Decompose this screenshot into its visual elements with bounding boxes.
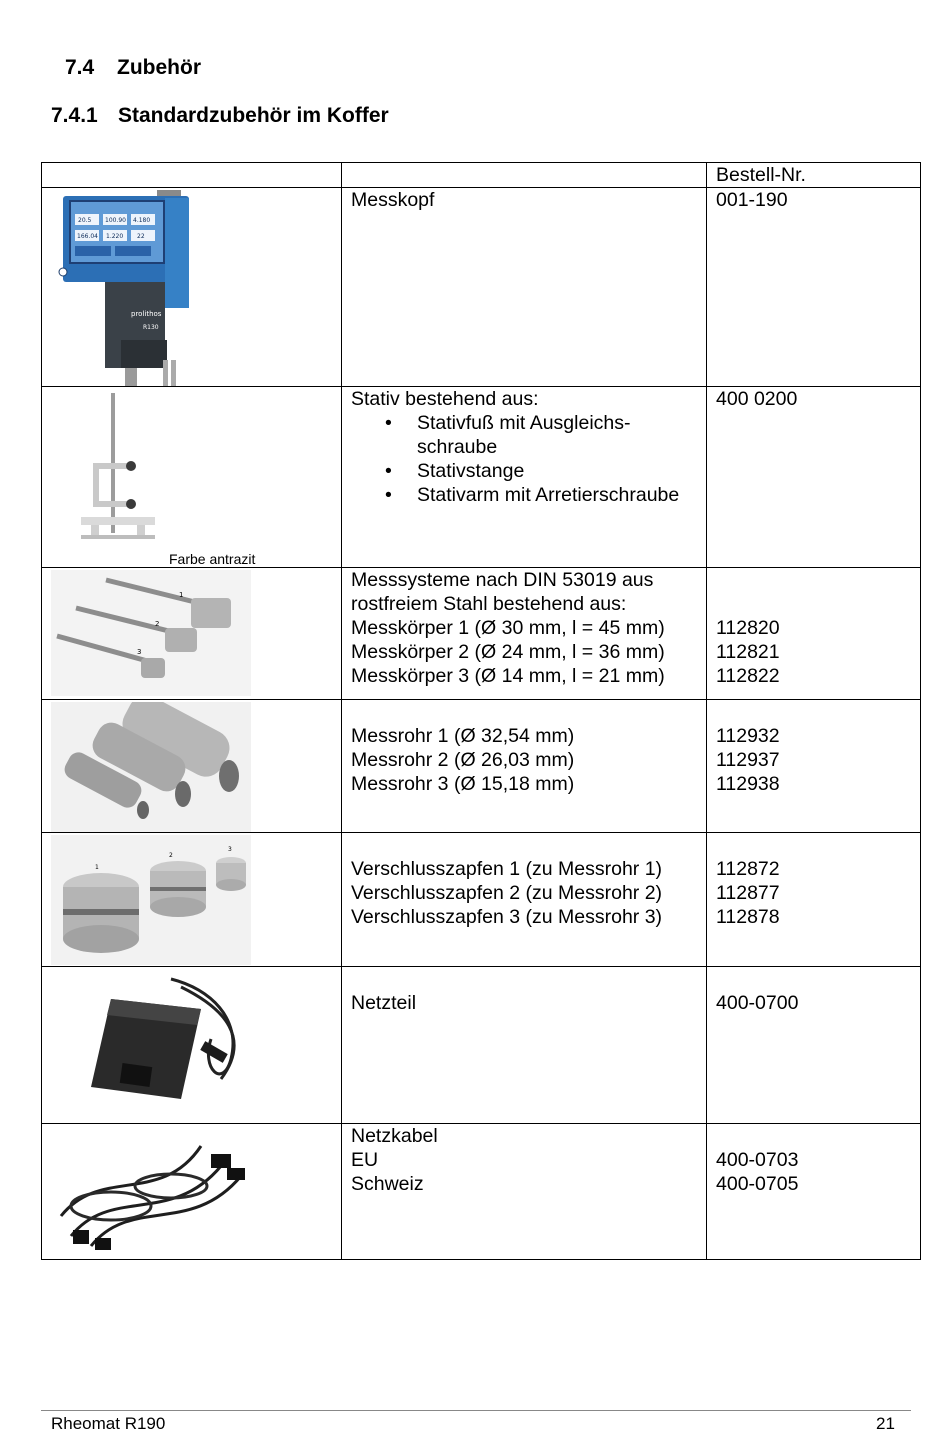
screen-value-2: 100.90 [105, 217, 126, 224]
order-number-cell: 400-0700 [707, 967, 921, 1124]
measuring-bobs-image [51, 570, 251, 696]
image-cell [42, 1124, 342, 1260]
table-row [42, 387, 921, 568]
table-row [42, 700, 921, 833]
footer-product-name: Rheomat R190 [51, 1414, 166, 1433]
description-cell: Verschlusszapfen 1 (zu Messrohr 1) Verschlusszapfen 2 (zu Messrohr 2) Verschlusszapfen 3 (zu Messrohr 3) [342, 833, 707, 967]
piece-label-1: 1 [179, 591, 184, 599]
order-number-header: Bestell-Nr. [707, 163, 921, 188]
table-row [42, 188, 921, 387]
piece-label-3: 3 [137, 648, 142, 656]
order-number: 400 0200 [716, 388, 798, 410]
screen-value-3: 4.180 [133, 217, 151, 224]
plug-label-3: 3 [228, 846, 232, 853]
footer-divider [41, 1410, 911, 1411]
closure-plugs-image [51, 835, 251, 965]
page-number: 21 [876, 1414, 895, 1433]
table-row [42, 967, 921, 1124]
section-number: 7.4 [65, 56, 95, 79]
image-cell [42, 387, 342, 568]
list-item: • Stativarm mit Arretierschraube [417, 483, 697, 507]
order-number-cell [707, 188, 921, 387]
screen-value-5: 1.220 [106, 233, 124, 240]
description-cell [342, 387, 707, 568]
subsection-heading [51, 104, 389, 128]
model-label: R130 [143, 324, 159, 331]
piece-label-2: 2 [155, 620, 160, 628]
screen-value-4: 166.04 [77, 233, 98, 240]
item-description: Stativ bestehend aus: [351, 388, 539, 410]
brand-label: prolithos [131, 310, 162, 318]
image-cell [42, 700, 342, 833]
order-number-cell: 112872 112877 112878 [707, 833, 921, 967]
section-title: Zubehör [117, 56, 201, 79]
table-row [42, 1124, 921, 1260]
list-item: • Stativstange [417, 459, 697, 483]
component-list [351, 411, 697, 507]
stand-image [51, 389, 171, 549]
power-cables-image [51, 1126, 251, 1256]
screen-value-6: 22 [137, 233, 145, 240]
accessories-table [41, 162, 921, 1260]
screen-value-1: 20.5 [78, 217, 92, 224]
description-cell: Messsysteme nach DIN 53019 aus rostfreiem Stahl bestehend aus: Messkörper 1 (Ø 30 mm, l = 45 mm) Messkörper 2 (Ø 24 mm, l = 36 mm) Messkörper 3 (Ø 14 mm, l = 21 mm) [342, 568, 707, 700]
measuring-tubes-image [51, 702, 251, 832]
plug-label-1: 1 [95, 864, 99, 871]
subsection-number: 7.4.1 [51, 104, 98, 127]
list-item: • Stativfuß mit Ausgleichs- schraube [417, 411, 697, 459]
measuring-head-image [51, 190, 211, 386]
description-cell [342, 188, 707, 387]
order-number-cell: 112932 112937 112938 [707, 700, 921, 833]
order-number-cell: 400-0703 400-0705 [707, 1124, 921, 1260]
order-number-cell [707, 387, 921, 568]
subsection-title: Standardzubehör im Koffer [118, 104, 389, 127]
section-heading [65, 56, 201, 80]
table-header-row [42, 163, 921, 188]
stand-color-caption: Farbe antrazit [169, 551, 256, 567]
image-cell [42, 967, 342, 1124]
description-cell: Netzkabel EU Schweiz [342, 1124, 707, 1260]
table-row [42, 833, 921, 967]
order-number-cell: 112820 112821 112822 [707, 568, 921, 700]
power-supply-image [51, 969, 251, 1119]
image-cell [42, 188, 342, 387]
plug-label-2: 2 [169, 852, 173, 859]
description-cell: Messrohr 1 (Ø 32,54 mm) Messrohr 2 (Ø 26,03 mm) Messrohr 3 (Ø 15,18 mm) [342, 700, 707, 833]
description-cell: Netzteil [342, 967, 707, 1124]
image-cell [42, 833, 342, 967]
item-description: Messkopf [351, 189, 435, 211]
order-number: 001-190 [716, 189, 788, 211]
table-row [42, 568, 921, 700]
image-cell [42, 568, 342, 700]
